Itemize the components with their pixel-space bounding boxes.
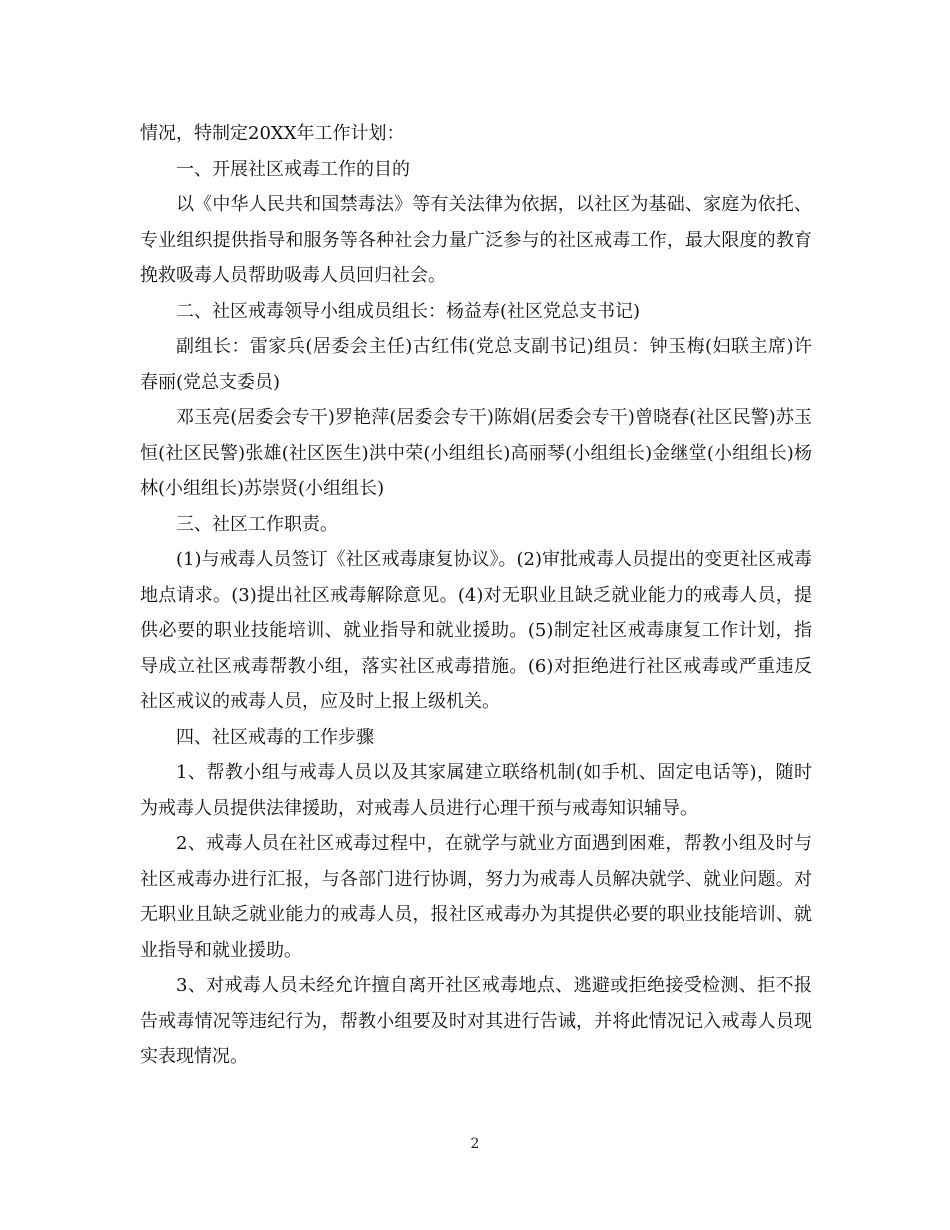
section-heading-leadership-group: 二、社区戒毒领导小组成员组长：杨益寿(社区党总支书记) [176, 300, 641, 322]
paragraph-duties: (1)与戒毒人员签订《社区戒毒康复协议》。(2)审批戒毒人员提出的变更社区戒毒地点请求。(3)提出社区戒毒解除意见。(4)对无职业且缺乏就业能力的戒毒人员，提供必要的职业技能培训、就业指导和就业援助。(5)制定社区戒毒康复工作计划，指导成立社区戒毒帮教小组，落实社区戒毒措施。(6)对拒绝进行社区戒毒或严重违反社区戒议的戒毒人员，应及时上报上级机关。 [140, 549, 812, 712]
document-body [140, 116, 812, 1075]
paragraph-step-1: 1、帮教小组与戒毒人员以及其家属建立联络机制(如手机、固定电话等)，随时为戒毒人员提供法律援助，对戒毒人员进行心理干预与戒毒知识辅导。 [140, 762, 812, 819]
page-number: 2 [470, 1136, 480, 1152]
paragraph-purpose: 以《中华人民共和国禁毒法》等有关法律为依据，以社区为基础、家庭为依托、专业组织提供指导和服务等各种社会力量广泛参与的社区戒毒工作，最大限度的教育挽救吸毒人员帮助吸毒人员回归社会。 [140, 194, 812, 286]
section-heading-steps: 四、社区戒毒的工作步骤 [176, 726, 374, 748]
paragraph-intro-continuation: 情况，特制定20XX年工作计划： [140, 123, 405, 144]
paragraph-step-2: 2、戒毒人员在社区戒毒过程中，在就学与就业方面遇到困难，帮教小组及时与社区戒毒办进行汇报，与各部门进行协调，努力为戒毒人员解决就学、就业问题。对无职业且缺乏就业能力的戒毒人员，报社区戒毒办为其提供必要的职业技能培训、就业指导和就业援助。 [140, 833, 812, 961]
section-heading-duties: 三、社区工作职责。 [176, 513, 338, 535]
paragraph-members: 邓玉亮(居委会专干)罗艳萍(居委会专干)陈娟(居委会专干)曾晓春(社区民警)苏玉恒(社区民警)张雄(社区医生)洪中荣(小组组长)高丽琴(小组组长)金继堂(小组组长)杨林(小组组长)苏崇贤(小组组长) [140, 407, 812, 499]
paragraph-step-3: 3、对戒毒人员未经允许擅自离开社区戒毒地点、逃避或拒绝接受检测、拒不报告戒毒情况等违纪行为，帮教小组要及时对其进行告诫，并将此情况记入戒毒人员现实表现情况。 [140, 975, 812, 1067]
paragraph-deputy-leaders: 副组长：雷家兵(居委会主任)古红伟(党总支副书记)组员：钟玉梅(妇联主席)许春丽(党总支委员) [140, 336, 812, 393]
section-heading-purpose: 一、开展社区戒毒工作的目的 [176, 158, 410, 180]
